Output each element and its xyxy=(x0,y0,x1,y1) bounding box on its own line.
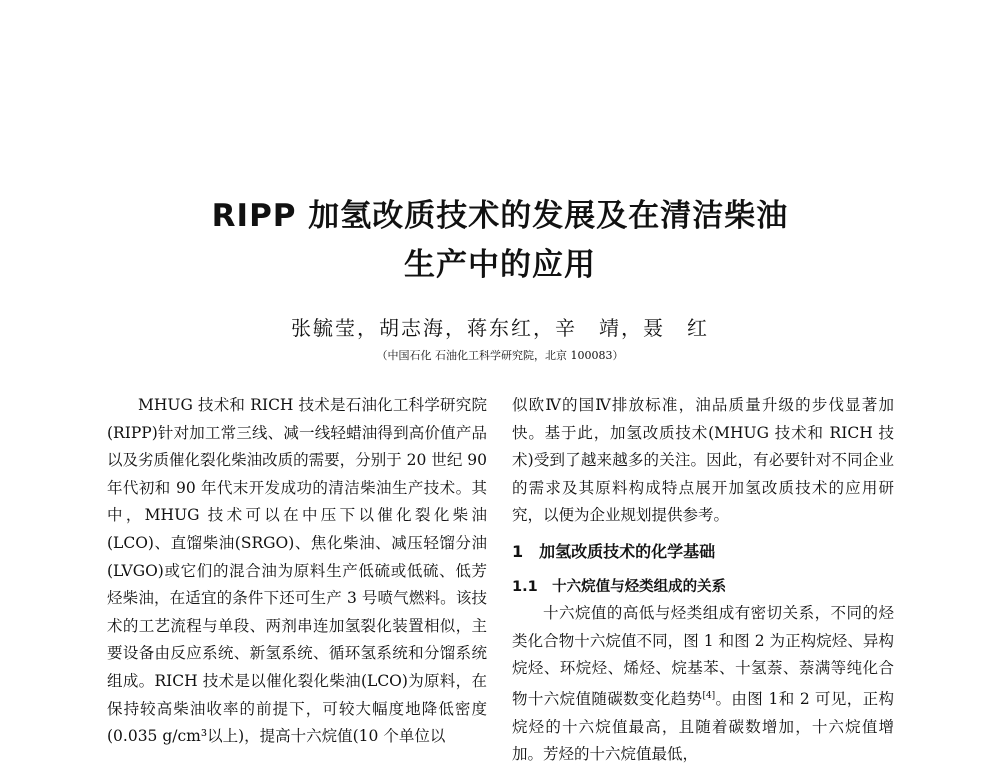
citation-ref: [4] xyxy=(702,690,716,701)
section-1-heading: 1 加氢改质技术的化学基础 xyxy=(512,541,716,561)
intro-paragraph-continued: 似欧Ⅳ的国Ⅳ排放标准，油品质量升级的步伐显著加快。基于此，加氢改质技术(MHUG 技术和 RICH 技术)受到了越来越多的关注。因此，有必要针对不同企业的需求及其原料构成特点展开加氢改质技术的应用研究，以便为企业规划提供参考。 xyxy=(512,396,894,525)
author-list: 张毓莹，胡志海，蒋东红，辛 靖，聂 红 xyxy=(291,316,709,340)
section-1-1-heading: 1.1 十六烷值与烃类组成的关系 xyxy=(512,578,727,595)
affiliation: （中国石化 石油化工科学研究院，北京 100083） xyxy=(376,349,624,362)
paragraph-text-continued: 。由图 1和 2 可见，正构烷烃的十六烷值最高，且随着碳数增加，十六烷值增加。芳烃的十六烷值最低， xyxy=(512,689,894,764)
intro-paragraph: MHUG 技术和 RICH 技术是石油化工科学研究院(RIPP)针对加工常三线、减一线轻蜡油得到高价值产品以及劣质催化裂化柴油改质的需要，分别于 20 世纪 90 年代初和 90 年代末开发成功的清洁柴油生产技术。其中，MHUG 技术可以在中压下以催化裂化柴油(LCO)、直馏柴油(SRGO)、焦化柴油、减压轻馏分油(LVGO)或它们的混合油为原料生产低硫或低硫、低芳烃柴油，在适宜的条件下还可生产 3 号喷气燃料。该技术的工艺流程与单段、两剂串连加氢裂化装置相似，主要设备由反应系统、新氢系统、循环氢系统和分馏系统组成。RICH 技术是以催化裂化柴油(LCO)为原料，在保持较高柴油收率的前提下，可较大幅度地降低密度(0.035 g/cm³以上)，提高十六烷值(10 个单位以 xyxy=(107,396,487,746)
paper-title-line-2: 生产中的应用 xyxy=(404,247,596,283)
left-column xyxy=(107,392,487,751)
right-column xyxy=(512,392,894,769)
paper-title-line-1: RIPP 加氢改质技术的发展及在清洁柴油 xyxy=(211,198,789,234)
section-1-1-paragraph xyxy=(512,600,894,769)
paragraph-text: 十六烷值的高低与烃类组成有密切关系，不同的烃类化合物十六烷值不同，图 1 和图 2 为正构烷烃、异构烷烃、环烷烃、烯烃、烷基苯、十氢萘、萘满等纯化合物十六烷值随碳数变化趋势 xyxy=(512,603,894,708)
